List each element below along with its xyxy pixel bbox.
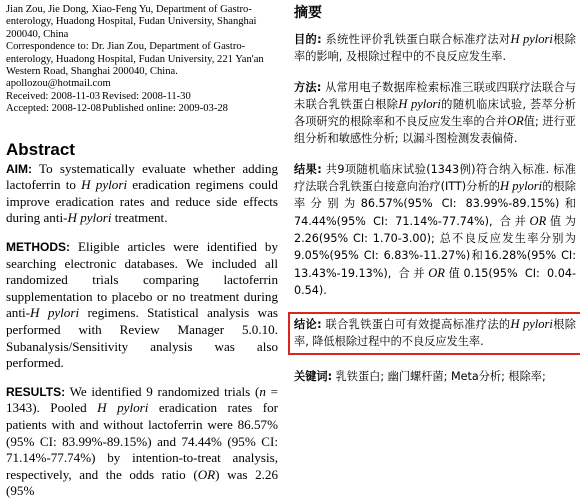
accepted-label: Accepted: <box>6 103 49 115</box>
results-italic: OR <box>197 466 216 482</box>
zh-results-label: 结果: <box>294 162 322 176</box>
results-italic: n <box>259 383 266 399</box>
accepted-date: 2008-12-08 <box>51 103 102 115</box>
zh-aim-text: 系统性评价乳铁蛋白联合标准疗法对 <box>321 33 511 46</box>
zh-conclusion-text: 联合乳铁蛋白可有效提高标准疗法的 <box>321 318 511 332</box>
published-date: 2009-03-28 <box>178 103 228 115</box>
aim-label: AIM: <box>6 161 32 176</box>
methods-text: regimens. Statistical analysis was performed with Review Manager 5.0.10. Subanalysis/Sensitivity analysis was also performed. <box>6 305 278 371</box>
authors: Jian Zou, Jie Dong, Xiao-Feng Yu, <box>6 4 154 15</box>
zh-results-italic: OR <box>428 265 445 280</box>
zh-keywords-label: 关键词: <box>294 369 333 383</box>
affiliation: Department of Gastro-enterology, Huadong Hospital, Fudan University, Shanghai 200040, China <box>6 4 257 40</box>
author-line <box>6 4 278 41</box>
zh-results-text: 值0.15(95% CI: 0.04-0.54). <box>294 266 576 297</box>
revised-date: 2008-11-30 <box>141 90 191 102</box>
zh-results-italic: OR <box>529 213 547 228</box>
conclusion-highlight-box <box>288 312 580 355</box>
received-revised-row <box>6 91 278 103</box>
revised-label: Revised: <box>102 90 140 102</box>
abstract-title: Abstract <box>6 139 75 159</box>
zh-keywords-text: 乳铁蛋白; 幽门螺杆菌; Meta分析; 根除率; <box>332 369 546 383</box>
zh-conclusion-label: 结论: <box>294 318 322 332</box>
chinese-abstract-heading: 摘要 <box>294 5 322 21</box>
zh-methods-text: 的随机临床试验, 荟萃分析各项研究的根除率和不良反应发生率的合并 <box>294 97 576 129</box>
aim-text: To systematically evaluate whether adding lactoferrin to <box>6 160 278 193</box>
zh-results-text: 的根除率分别为86.57%(95% CI: 83.99%-89.15%)和74.44%(95% CI: 71.14%-77.74%), 合并 <box>294 180 576 228</box>
results-label: RESULTS: <box>6 384 66 399</box>
abstract-methods <box>6 239 278 372</box>
methods-italic: H pylori <box>30 305 80 321</box>
zh-results-text: 值为2.26(95% CI: 1.70-3.00); 总不良反应发生率分别为9.05%(95% CI: 6.83%-11.27%)和16.28%(95% CI: 13.43%-19.13%), 合并 <box>294 214 576 280</box>
aim-text: treatment. <box>111 210 168 226</box>
results-italic: H pylori <box>97 400 149 416</box>
published-label: Published online: <box>102 103 176 115</box>
chinese-keywords <box>294 368 576 385</box>
zh-conclusion-text: 根除率, 降低根除过程中的不良反应发生率. <box>294 318 576 349</box>
accepted-published-row <box>6 103 278 115</box>
aim-italic: H pylori <box>67 210 112 226</box>
english-column <box>6 4 278 500</box>
zh-methods-italic: OR <box>507 114 524 129</box>
received-date: 2008-11-03 <box>51 90 101 102</box>
abstract-aim <box>6 161 278 227</box>
zh-methods-italic: H pylori <box>398 96 441 111</box>
chinese-conclusion <box>294 316 576 351</box>
aim-text: eradication regimens could improve eradication rates and reduce side effects during anti- <box>6 177 278 226</box>
correspondence-text: Dr. Jian Zou, Department of Gastro-enterology, Huadong Hospital, Fudan University, 221 Yan'an Western Road, Shanghai 200040, China. apollozou@hotmail.com <box>6 41 264 90</box>
zh-aim-label: 目的: <box>294 33 322 46</box>
zh-results-text: 共9项随机临床试验(1343例)符合纳入标准. 标准疗法联合乳铁蛋白接意向治疗(ITT)分析的 <box>294 162 576 194</box>
chinese-column <box>294 4 576 385</box>
zh-methods-label: 方法: <box>294 80 322 94</box>
zh-methods-text: 值; 进行亚组分析和敏感性分析; 以漏斗图检测发表偏倚. <box>294 115 576 146</box>
zh-conclusion-italic: H pylori <box>510 317 553 332</box>
chinese-aim <box>294 31 576 66</box>
article-metadata <box>6 4 278 116</box>
results-text: eradication rates for patients with and without lactoferrin were 86.57% (95% CI: 83.99%-89.15%) and 74.44% (95% CI: 71.14%-77.74%) by intention-to-treat analysis, respectively, and the odds ratio ( <box>6 400 278 482</box>
zh-aim-italic: H pylori <box>510 32 553 46</box>
zh-methods-text: 从常用电子数据库检索标准三联或四联疗法联合与未联合乳铁蛋白根除 <box>294 80 576 111</box>
correspondence <box>6 41 278 91</box>
chinese-results <box>294 161 576 299</box>
correspondence-label: Correspondence to: <box>6 41 89 53</box>
results-text: We identified 9 randomized trials ( <box>65 383 260 399</box>
methods-label: METHODS: <box>6 240 70 255</box>
aim-italic: H pylori <box>81 177 128 193</box>
zh-aim-text: 根除率的影响, 及根除过程中的不良反应发生率. <box>294 33 576 64</box>
results-text: ) was 2.26 (95% <box>6 466 278 499</box>
results-text: = 1343). Pooled <box>6 383 278 416</box>
zh-results-italic: H pylori <box>500 179 543 194</box>
methods-text: Eligible articles were identified by searching electronic databases. We included all randomized trials comparing lactoferrin supplementation to placebo or no treatment during anti- <box>6 239 278 321</box>
received-label: Received: <box>6 90 49 102</box>
abstract-results <box>6 384 278 500</box>
chinese-methods <box>294 79 576 148</box>
